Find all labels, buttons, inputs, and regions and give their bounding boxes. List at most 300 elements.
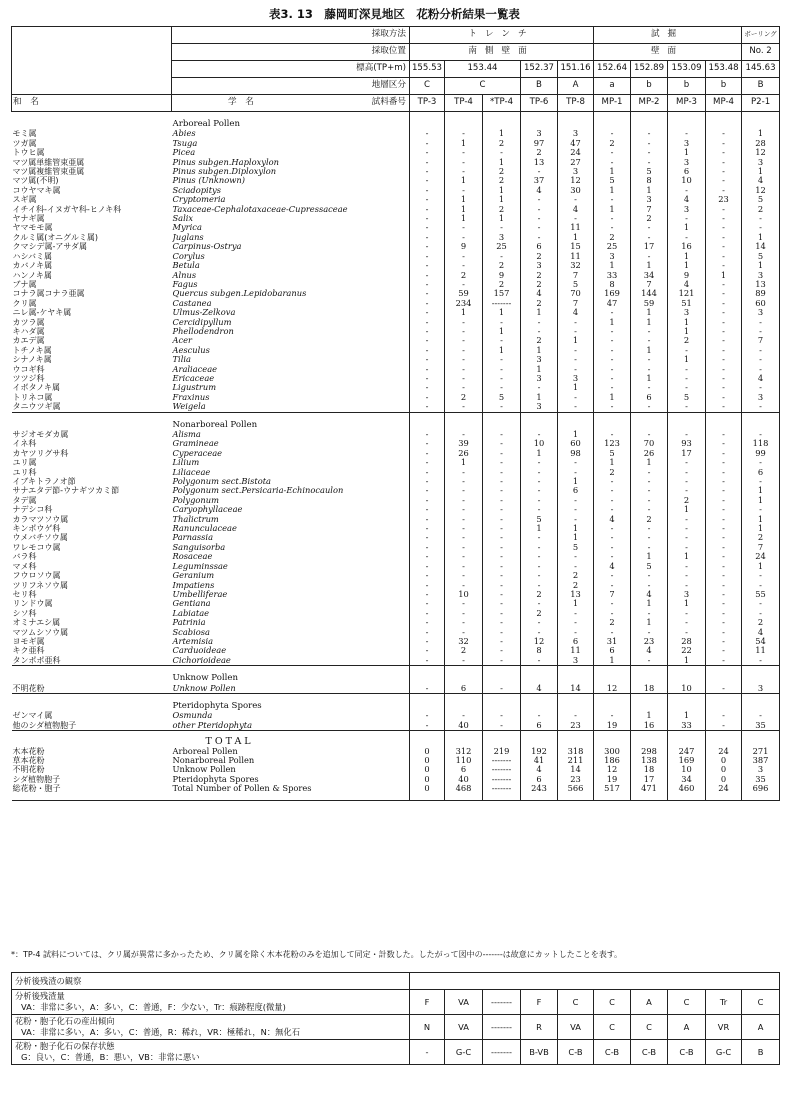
count-cell: - <box>742 571 780 580</box>
count-cell: - <box>483 486 521 495</box>
taxon-sci: Parnassia <box>172 533 214 543</box>
count-cell: 1 <box>631 318 668 327</box>
stratum-cell: a <box>594 78 631 95</box>
count-cell: - <box>706 148 742 157</box>
taxon-ja: サジオモダカ属 <box>12 430 69 439</box>
table-row <box>12 158 780 167</box>
count-cell: - <box>445 346 483 355</box>
elevation-label: 標高(TP+m) <box>172 61 410 78</box>
taxon-sci: Artemisia <box>172 636 214 646</box>
table-row <box>12 402 780 412</box>
total-cell: 0 <box>410 784 445 793</box>
taxon-ja: ニレ属-ケヤキ属 <box>12 308 72 318</box>
count-cell: - <box>558 552 594 561</box>
count-cell: - <box>631 533 668 542</box>
count-cell: - <box>445 477 483 486</box>
taxon-sci: Tsuga <box>172 138 198 148</box>
taxon-sci: Rosaceae <box>172 552 213 562</box>
count-cell: - <box>706 158 742 167</box>
count-cell: - <box>742 711 780 720</box>
count-cell: 28 <box>668 637 706 646</box>
count-cell: - <box>742 327 780 336</box>
count-cell: - <box>521 458 558 467</box>
taxon-ja: フウロソウ属 <box>12 571 61 581</box>
count-cell: 7 <box>742 543 780 552</box>
count-cell: - <box>483 656 521 666</box>
empty-cell <box>706 700 742 711</box>
count-cell: 9 <box>668 271 706 280</box>
observation-title: 分析後残渣の観察 <box>12 973 410 990</box>
total-cell: 110 <box>445 756 483 765</box>
count-cell: 1 <box>594 261 631 270</box>
taxon-ja: ユリ属 <box>12 458 37 468</box>
count-cell: 5 <box>742 195 780 204</box>
count-cell: 1 <box>483 214 521 223</box>
count-cell: 1 <box>521 393 558 402</box>
observation-label: 花粉・胞子化石の産出傾向 <box>15 1016 115 1026</box>
count-cell: - <box>483 721 521 731</box>
count-cell: 121 <box>668 289 706 298</box>
total-cell: ------- <box>483 756 521 765</box>
empty-cell <box>521 672 558 683</box>
taxon-ja: ヤマモモ属 <box>12 223 53 233</box>
taxon-ja: イブキトラノオ節 <box>12 477 76 487</box>
count-cell: - <box>558 515 594 524</box>
count-cell: 4 <box>558 308 594 317</box>
table-row <box>12 223 780 232</box>
taxon-ja: オミナエシ属 <box>12 618 61 628</box>
empty-cell <box>668 419 706 430</box>
count-cell: - <box>631 656 668 666</box>
count-cell: 1 <box>631 186 668 195</box>
count-cell: - <box>594 383 631 392</box>
taxon-ja: イチイ科-イヌガヤ科-ヒノキ科 <box>12 204 122 214</box>
empty-cell <box>706 672 742 683</box>
taxon-sci: Corylus <box>172 251 205 261</box>
taxon-ja: ツガ属 <box>12 138 37 148</box>
count-cell: - <box>445 327 483 336</box>
count-cell: 59 <box>445 289 483 298</box>
count-cell: - <box>594 533 631 542</box>
count-cell: 3 <box>742 158 780 167</box>
count-cell: - <box>706 346 742 355</box>
count-cell: 1 <box>558 430 594 439</box>
count-cell: - <box>445 628 483 637</box>
sample-label-cell <box>172 95 410 112</box>
table-row <box>12 439 780 448</box>
taxon-sci: Myrica <box>172 223 202 233</box>
count-cell: 1 <box>594 167 631 176</box>
count-cell: - <box>706 176 742 185</box>
count-cell: - <box>483 449 521 458</box>
observation-value: A <box>668 1015 706 1040</box>
count-cell: - <box>706 186 742 195</box>
total-row <box>12 747 780 756</box>
count-cell: - <box>706 477 742 486</box>
count-cell: - <box>706 609 742 618</box>
count-cell: - <box>521 562 558 571</box>
count-cell: 1 <box>631 308 668 317</box>
taxon-sci: Juglans <box>172 232 204 242</box>
count-cell: - <box>445 158 483 167</box>
taxon-ja: クマシデ属-アサダ属 <box>12 242 87 252</box>
count-cell: - <box>483 599 521 608</box>
taxon-ja: マツ属(不明) <box>12 176 59 186</box>
stratum-cell: C <box>410 78 445 95</box>
taxon-sci: Betula <box>172 261 200 271</box>
taxon-ja: シナノキ属 <box>12 355 52 365</box>
taxon-ja: マツ属複維管束亜属 <box>12 167 85 177</box>
table-row <box>12 365 780 374</box>
observation-value: F <box>521 990 558 1015</box>
count-cell: ------- <box>483 299 521 308</box>
count-cell: - <box>706 618 742 627</box>
count-cell: - <box>445 148 483 157</box>
count-cell: - <box>742 383 780 392</box>
count-cell: - <box>558 393 594 402</box>
taxon-sci: Pinus subgen.Diploxylon <box>172 167 277 177</box>
count-cell: 2 <box>483 261 521 270</box>
count-cell: 25 <box>594 242 631 251</box>
count-cell: - <box>668 609 706 618</box>
section-header-row <box>12 118 780 129</box>
count-cell: - <box>631 223 668 232</box>
total-cell: 312 <box>445 747 483 756</box>
empty-cell <box>706 794 742 801</box>
count-cell: 123 <box>594 439 631 448</box>
table-row <box>12 308 780 317</box>
total-cell: 10 <box>668 765 706 774</box>
count-cell: - <box>706 374 742 383</box>
taxon-sci: Liliaceae <box>172 467 211 477</box>
table-row <box>12 458 780 467</box>
observation-value: VA <box>558 1015 594 1040</box>
count-cell: - <box>521 205 558 214</box>
count-cell: 3 <box>668 308 706 317</box>
total-cell: ------- <box>483 775 521 784</box>
count-cell: 99 <box>742 449 780 458</box>
empty-cell <box>521 737 558 746</box>
count-cell: - <box>706 646 742 655</box>
count-cell: - <box>668 628 706 637</box>
count-cell: - <box>410 242 445 251</box>
count-cell: 1 <box>742 129 780 138</box>
count-cell: - <box>668 477 706 486</box>
count-cell: 5 <box>594 449 631 458</box>
count-cell: - <box>558 458 594 467</box>
count-cell: 2 <box>483 167 521 176</box>
taxon-ja: イボタノキ属 <box>12 383 60 393</box>
count-cell: 98 <box>558 449 594 458</box>
count-cell: - <box>742 402 780 412</box>
count-cell: 1 <box>742 233 780 242</box>
observation-value: ------- <box>483 1015 521 1040</box>
count-cell: - <box>521 486 558 495</box>
count-cell: - <box>668 430 706 439</box>
observation-value: C <box>668 990 706 1015</box>
count-cell: - <box>445 355 483 364</box>
count-cell: - <box>521 505 558 514</box>
taxon-ja: キク亜科 <box>12 646 45 656</box>
elev-cell: 152.64 <box>594 61 631 78</box>
count-cell: - <box>483 581 521 590</box>
count-cell: - <box>631 365 668 374</box>
taxon-ja: イネ科 <box>12 439 37 449</box>
empty-cell <box>521 700 558 711</box>
taxon-sci: Polygonum sect.Persicaria-Echinocaulon <box>172 486 344 496</box>
count-cell: - <box>521 468 558 477</box>
empty-cell <box>594 672 631 683</box>
count-cell: - <box>706 628 742 637</box>
count-cell: 1 <box>594 656 631 666</box>
table-row <box>12 393 780 402</box>
count-cell: - <box>631 468 668 477</box>
taxon-sci: Taxaceae-Cephalotaxaceae-Cupressaceae <box>172 204 348 214</box>
empty-cell <box>558 672 594 683</box>
total-cell: ------- <box>483 765 521 774</box>
taxon-sci: Alnus <box>172 270 197 280</box>
empty-cell <box>558 700 594 711</box>
count-cell: - <box>445 252 483 261</box>
count-cell: 2 <box>742 618 780 627</box>
count-cell: 54 <box>742 637 780 646</box>
count-cell: - <box>706 355 742 364</box>
count-cell: 1 <box>445 308 483 317</box>
count-cell: - <box>410 327 445 336</box>
count-cell: - <box>410 468 445 477</box>
taxon-sci: Ranunculaceae <box>172 524 237 534</box>
taxon-sci: Alisma <box>172 430 201 439</box>
count-cell: 39 <box>445 439 483 448</box>
count-cell: 6 <box>521 242 558 251</box>
count-cell: - <box>445 533 483 542</box>
count-cell: 89 <box>742 289 780 298</box>
total-cell: 318 <box>558 747 594 756</box>
count-cell: - <box>410 439 445 448</box>
empty-cell <box>410 672 445 683</box>
count-cell: 7 <box>594 590 631 599</box>
count-cell: - <box>668 458 706 467</box>
table-row <box>12 618 780 627</box>
total-cell: 247 <box>668 747 706 756</box>
taxon-ja: シソ科 <box>12 608 37 618</box>
count-cell: - <box>521 618 558 627</box>
taxon-ja: ハシバミ属 <box>12 251 52 261</box>
count-cell: - <box>483 515 521 524</box>
count-cell: - <box>594 374 631 383</box>
count-cell: - <box>742 365 780 374</box>
count-cell: - <box>521 214 558 223</box>
taxon-sci: Weigela <box>172 402 206 412</box>
count-cell: - <box>631 477 668 486</box>
taxon-sci: Cryptomeria <box>172 195 226 205</box>
table-row <box>12 139 780 148</box>
empty-cell <box>410 419 445 430</box>
count-cell: - <box>706 393 742 402</box>
table-row <box>12 195 780 204</box>
observation-value: VR <box>706 1015 742 1040</box>
count-cell: - <box>410 449 445 458</box>
count-cell: - <box>668 486 706 495</box>
total-cell: 219 <box>483 747 521 756</box>
count-cell: - <box>706 505 742 514</box>
section-title: Unknow Pollen <box>172 673 239 684</box>
observation-value: A <box>742 1015 780 1040</box>
observation-value: C-B <box>594 1040 631 1065</box>
taxon-sci: Quercus subgen.Lepidobaranus <box>172 289 307 299</box>
count-cell: 1 <box>445 458 483 467</box>
count-cell: - <box>410 656 445 666</box>
pollen-analysis-table <box>11 26 780 801</box>
count-cell: - <box>558 365 594 374</box>
count-cell: 5 <box>483 393 521 402</box>
count-cell: - <box>706 289 742 298</box>
count-cell: - <box>483 543 521 552</box>
name-sci-label: 学 名 <box>228 97 254 108</box>
empty-cell <box>558 737 594 746</box>
empty-cell <box>445 672 483 683</box>
total-cell: 471 <box>631 784 668 793</box>
count-cell: - <box>706 711 742 720</box>
count-cell: 1 <box>668 711 706 720</box>
taxon-ja: キハダ属 <box>12 326 45 336</box>
count-cell: - <box>706 562 742 571</box>
observation-value: A <box>631 990 668 1015</box>
sample-label: 試料番号 <box>371 97 406 108</box>
taxon-sci: Sciadopitys <box>172 185 221 195</box>
observation-value: - <box>410 1040 445 1065</box>
count-cell: 3 <box>521 129 558 138</box>
observation-value: Tr <box>706 990 742 1015</box>
observation-value: C <box>558 990 594 1015</box>
count-cell: 2 <box>445 271 483 280</box>
empty-cell <box>631 419 668 430</box>
count-cell: - <box>410 299 445 308</box>
total-cell: 18 <box>631 765 668 774</box>
count-cell: - <box>521 543 558 552</box>
count-cell: - <box>706 684 742 694</box>
count-cell: - <box>410 646 445 655</box>
empty-cell <box>668 794 706 801</box>
taxon-sci: Cichorioideae <box>172 655 231 665</box>
table-row <box>12 637 780 646</box>
count-cell: 1 <box>594 186 631 195</box>
count-cell: - <box>594 477 631 486</box>
stratum-cell: B <box>742 78 780 95</box>
observation-value: R <box>521 1015 558 1040</box>
count-cell: - <box>521 552 558 561</box>
count-cell: 13 <box>742 280 780 289</box>
taxon-sci: Impatiens <box>172 580 215 590</box>
count-cell: 6 <box>445 684 483 694</box>
empty-cell <box>594 118 631 129</box>
empty-cell <box>631 794 668 801</box>
count-cell: - <box>631 148 668 157</box>
count-cell: - <box>410 289 445 298</box>
taxon-sci: Patrinia <box>172 618 206 628</box>
count-cell: - <box>483 252 521 261</box>
count-cell: 5 <box>631 562 668 571</box>
count-cell: - <box>410 543 445 552</box>
count-cell: - <box>742 214 780 223</box>
count-cell: - <box>668 581 706 590</box>
count-cell: - <box>706 590 742 599</box>
count-cell: 9 <box>483 271 521 280</box>
table-row <box>12 346 780 355</box>
count-cell: 1 <box>483 327 521 336</box>
sample-id: MP-3 <box>668 95 706 112</box>
count-cell: - <box>410 477 445 486</box>
count-cell: 3 <box>631 195 668 204</box>
count-cell: - <box>521 628 558 637</box>
count-cell: 5 <box>558 543 594 552</box>
count-cell: 1 <box>742 562 780 571</box>
count-cell: - <box>594 524 631 533</box>
total-title: TOTAL <box>205 737 254 747</box>
sample-id: *TP-4 <box>483 95 521 112</box>
taxon-ja: トチノキ属 <box>12 345 52 355</box>
count-cell: - <box>410 599 445 608</box>
count-cell: 2 <box>521 252 558 261</box>
count-cell: - <box>594 571 631 580</box>
taxon-ja: カヤツリグサ科 <box>12 448 69 458</box>
count-cell: - <box>706 336 742 345</box>
count-cell: 234 <box>445 299 483 308</box>
count-cell: - <box>631 628 668 637</box>
count-cell: 34 <box>631 271 668 280</box>
total-cell: 566 <box>558 784 594 793</box>
count-cell: 10 <box>445 590 483 599</box>
count-cell: - <box>706 468 742 477</box>
count-cell: 2 <box>445 393 483 402</box>
table-row <box>12 271 780 280</box>
count-cell: 2 <box>483 280 521 289</box>
empty-cell <box>594 419 631 430</box>
empty-cell <box>483 419 521 430</box>
count-cell: - <box>521 711 558 720</box>
count-cell: 8 <box>594 280 631 289</box>
sample-id: MP-4 <box>706 95 742 112</box>
count-cell: - <box>594 581 631 590</box>
count-cell: - <box>631 158 668 167</box>
count-cell: 1 <box>668 505 706 514</box>
count-cell: 7 <box>558 271 594 280</box>
count-cell: 2 <box>521 148 558 157</box>
count-cell: - <box>706 242 742 251</box>
count-cell: - <box>410 280 445 289</box>
taxon-ja: サナエタデ節-ウナギツカミ節 <box>12 486 120 496</box>
count-cell: 4 <box>594 562 631 571</box>
count-cell: - <box>594 223 631 232</box>
taxon-sci: Thalictrum <box>172 514 219 524</box>
table-row <box>12 646 780 655</box>
taxon-sci: Labiatae <box>172 608 210 618</box>
count-cell: 1 <box>445 205 483 214</box>
observation-value: C-B <box>668 1040 706 1065</box>
sample-id: TP-4 <box>445 95 483 112</box>
count-cell: - <box>521 477 558 486</box>
count-cell: 6 <box>594 646 631 655</box>
empty-cell <box>631 118 668 129</box>
count-cell: - <box>410 252 445 261</box>
count-cell: - <box>742 477 780 486</box>
taxon-ja: カラマツソウ属 <box>12 514 69 524</box>
count-cell: - <box>594 628 631 637</box>
count-cell: 3 <box>742 393 780 402</box>
count-cell: - <box>483 524 521 533</box>
count-cell: - <box>594 402 631 412</box>
count-cell: 6 <box>668 167 706 176</box>
